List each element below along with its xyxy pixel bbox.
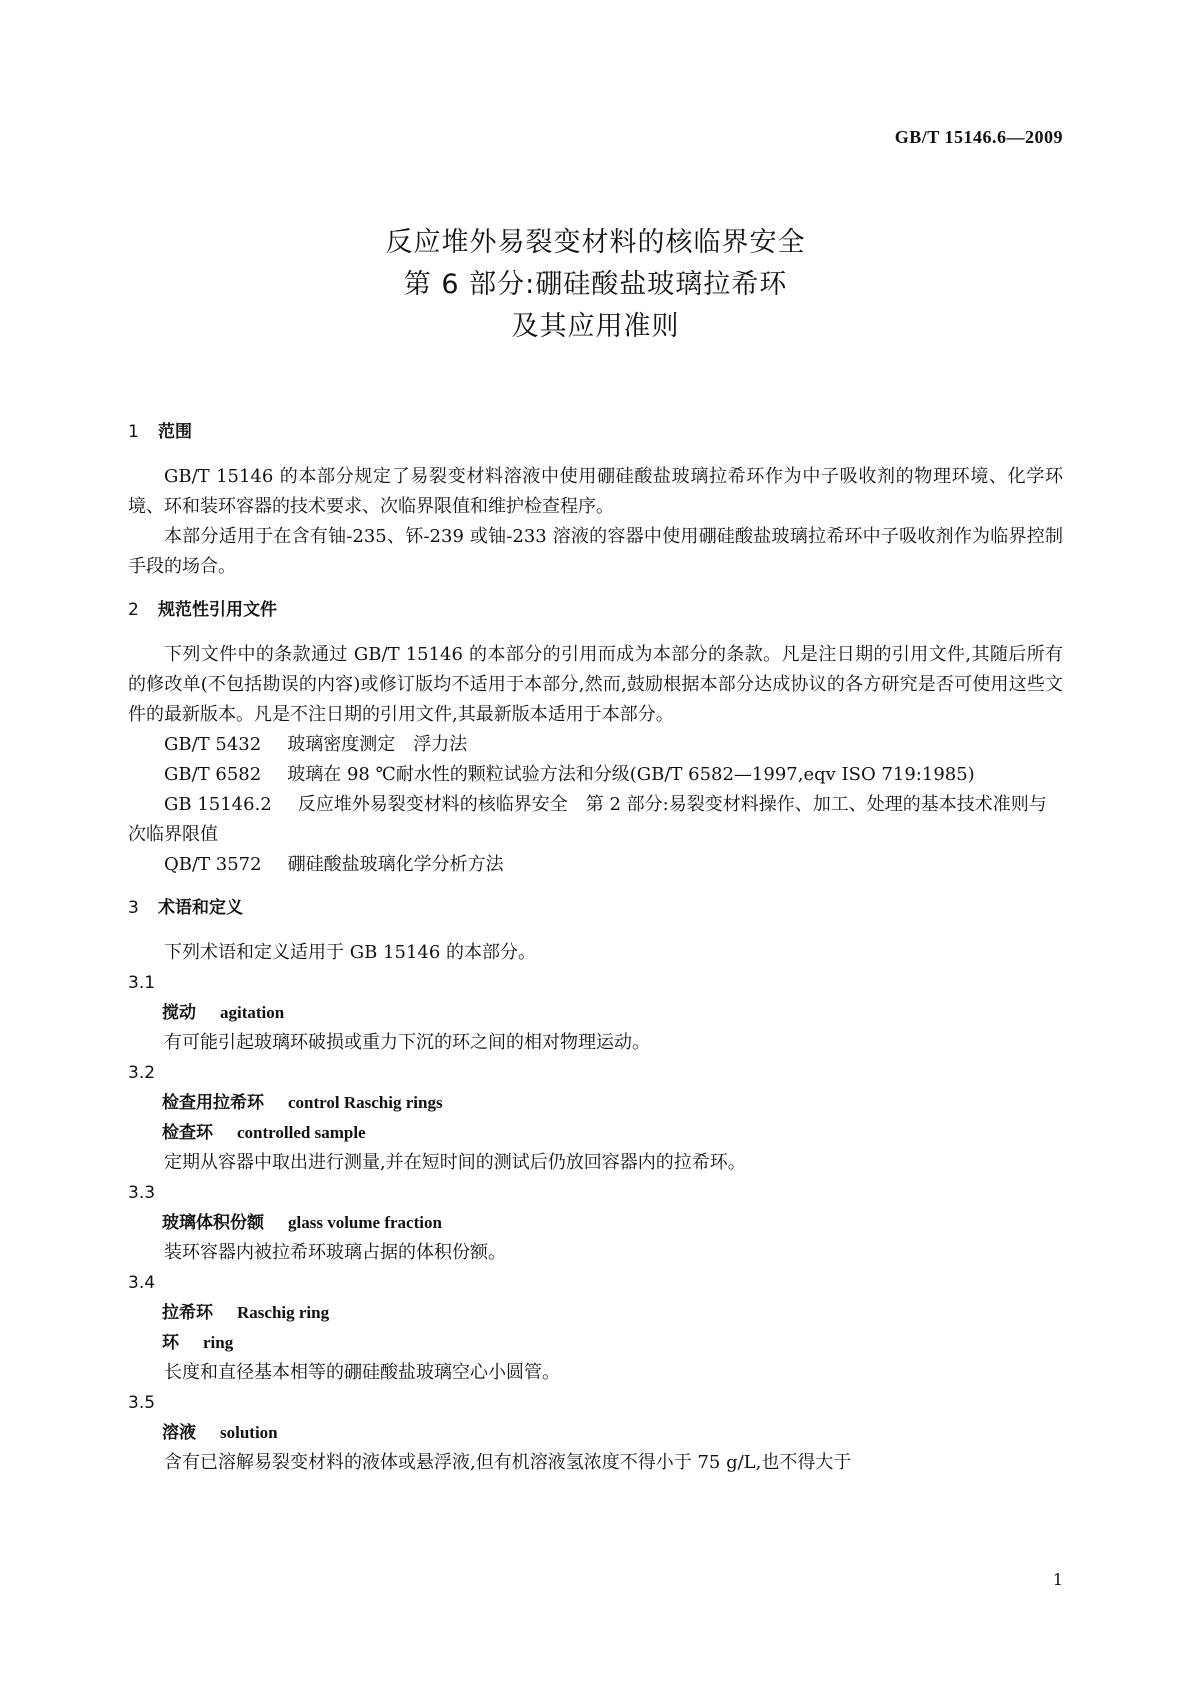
term-chinese-synonym: 环 xyxy=(162,1333,179,1353)
term-chinese: 检查用拉希环 xyxy=(162,1093,264,1113)
term-definition: 装环容器内被拉希环玻璃占据的体积份额。 xyxy=(164,1242,506,1263)
term-definition: 定期从容器中取出进行测量,并在短时间的测试后仍放回容器内的拉希环。 xyxy=(164,1152,746,1173)
reference-title: 反应堆外易裂变材料的核临界安全 第 2 部分:易裂变材料操作、加工、处理的基本技术准则与次临界限值 xyxy=(128,794,1047,845)
reference-title: 玻璃在 98 ℃耐水性的颗粒试验方法和分级(GB/T 6582—1997,eqv ISO 719:1985) xyxy=(287,764,975,785)
section-number: 2 xyxy=(128,600,139,620)
standard-code: GB/T 15146.6—2009 xyxy=(894,127,1063,147)
title-line-3: 及其应用准则 xyxy=(511,311,680,342)
term-name xyxy=(128,1088,1063,1118)
reference-item xyxy=(128,760,1063,790)
section-heading-terms-definitions xyxy=(128,894,1063,922)
section-title: 范围 xyxy=(158,422,192,442)
references-intro: 下列文件中的条款通过 GB/T 15146 的本部分的引用而成为本部分的条款。凡是注日期的引用文件,其随后所有的修改单(不包括勘误的内容)或修订版均不适用于本部分,然而,鼓励根据本部分达成协议的各方研究是否可使用这些文件的最新版本。凡是不注日期的引用文件,其最新版本适用于本部分。 xyxy=(128,644,1063,725)
scope-paragraph-2: 本部分适用于在含有铀-235、钚-239 或铀-233 溶液的容器中使用硼硅酸盐玻璃拉希环中子吸收剂作为临界控制手段的场合。 xyxy=(128,526,1063,577)
document-title xyxy=(0,222,1191,348)
term-entry xyxy=(128,1178,1063,1268)
term-name xyxy=(128,998,1063,1028)
section-heading-normative-references xyxy=(128,596,1063,624)
reference-title: 玻璃密度测定 浮力法 xyxy=(287,734,468,755)
reference-code: GB 15146.2 xyxy=(164,794,272,815)
reference-code: QB/T 3572 xyxy=(164,854,262,875)
term-english: solution xyxy=(220,1423,278,1442)
term-name xyxy=(128,1298,1063,1328)
term-definition: 有可能引起玻璃环破损或重力下沉的环之间的相对物理运动。 xyxy=(164,1032,650,1053)
term-number: 3.5 xyxy=(128,1393,156,1413)
term-english: glass volume fraction xyxy=(288,1213,442,1232)
section-number: 3 xyxy=(128,898,139,918)
term-chinese-synonym: 检查环 xyxy=(162,1123,213,1143)
title-line-2: 第 6 部分:硼硅酸盐玻璃拉希环 xyxy=(403,269,788,300)
term-entry xyxy=(128,968,1063,1058)
term-entry xyxy=(128,1268,1063,1388)
term-chinese: 搅动 xyxy=(162,1003,196,1023)
term-definition: 含有已溶解易裂变材料的液体或悬浮液,但有机溶液氢浓度不得小于 75 g/L,也不得大于 xyxy=(164,1452,852,1473)
section-number: 1 xyxy=(128,422,139,442)
term-chinese: 玻璃体积份额 xyxy=(162,1213,264,1233)
reference-code: GB/T 6582 xyxy=(164,764,262,785)
term-number: 3.1 xyxy=(128,973,156,993)
reference-code: GB/T 5432 xyxy=(164,734,262,755)
reference-title: 硼硅酸盐玻璃化学分析方法 xyxy=(287,854,504,875)
term-english-synonym: ring xyxy=(203,1333,234,1352)
term-entry xyxy=(128,1388,1063,1478)
reference-item xyxy=(128,850,1063,880)
section-heading-scope xyxy=(128,418,1063,446)
term-english-synonym: controlled sample xyxy=(237,1123,366,1142)
term-number: 3.3 xyxy=(128,1183,156,1203)
term-entry xyxy=(128,1058,1063,1178)
reference-item xyxy=(128,730,1063,760)
section-title: 规范性引用文件 xyxy=(158,600,277,620)
document-body xyxy=(128,418,1063,1478)
terms-intro: 下列术语和定义适用于 GB 15146 的本部分。 xyxy=(164,942,537,963)
title-line-1: 反应堆外易裂变材料的核临界安全 xyxy=(385,227,806,258)
term-chinese: 溶液 xyxy=(162,1423,196,1443)
term-english: control Raschig rings xyxy=(288,1093,443,1112)
section-title: 术语和定义 xyxy=(158,898,243,918)
term-definition: 长度和直径基本相等的硼硅酸盐玻璃空心小圆管。 xyxy=(164,1362,560,1383)
term-english: agitation xyxy=(220,1003,285,1022)
scope-paragraph-1: GB/T 15146 的本部分规定了易裂变材料溶液中使用硼硅酸盐玻璃拉希环作为中子吸收剂的物理环境、化学环境、环和装环容器的技术要求、次临界限值和维护检查程序。 xyxy=(128,466,1063,517)
term-number: 3.2 xyxy=(128,1063,156,1083)
term-number: 3.4 xyxy=(128,1273,156,1293)
term-synonym xyxy=(128,1328,1063,1358)
page-number: 1 xyxy=(1052,1570,1063,1589)
term-name xyxy=(128,1208,1063,1238)
term-synonym xyxy=(128,1118,1063,1148)
term-name xyxy=(128,1418,1063,1448)
term-chinese: 拉希环 xyxy=(162,1303,213,1323)
reference-item xyxy=(128,790,1063,850)
term-english: Raschig ring xyxy=(237,1303,330,1322)
